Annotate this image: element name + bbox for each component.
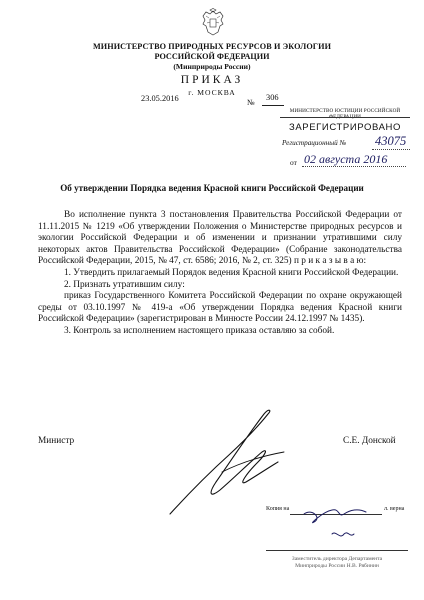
body-paragraph-item-1: 1. Утвердить прилагаемый Порядок ведения Красной книги Российской Федерации. [64,267,399,278]
copy-certifier-position: Заместитель директора Департамента [291,556,383,562]
stamp-reg-number-label: Регистрационный № [282,139,347,147]
document-title: Об утверждении Порядка ведения Красной книги Российской Федерации [60,183,364,193]
copy-signature-icon [292,504,382,550]
copy-suffix: л. верна [384,506,405,512]
document-city: г. МОСКВА [188,88,236,97]
body-paragraph-item-2: 2. Признать утратившим силу: [64,279,185,290]
document-body [38,210,402,338]
copy-certification-stamp [262,496,412,592]
document-number-label: № [247,98,255,107]
document-type: ПРИКАЗ [180,74,244,86]
signatory-position: Министр [38,436,75,446]
stamp-date-label: от [290,158,297,167]
document-number: 306 [266,93,279,102]
stamp-divider [280,117,410,118]
body-paragraph-item-3: 3. Контроль за исполнением настоящего приказа оставляю за собой. [64,325,335,336]
coat-of-arms-icon [200,8,226,38]
document-date: 23.05.2016 [141,94,179,103]
registration-stamp [280,108,410,174]
copy-signature-line [266,550,408,551]
ministry-name-line1: МИНИСТЕРСТВО ПРИРОДНЫХ РЕСУРСОВ И ЭКОЛОГИИ [92,42,332,51]
stamp-status: ЗАРЕГИСТРИРОВАНО [289,122,401,133]
signatory-name: С.Е. Донской [343,436,396,446]
body-paragraph-item-2-detail: приказ Государственного Комитета Российской Федерации по охране окружающей среды от 03.10.1997 № 419-а «Об утверждении Порядка ведения Красной книги Российской Федерации» (зарегистрирован в Минюсте России 24.12.1997 № 1435). [38,291,402,325]
body-paragraph-preamble: Во исполнение пункта 3 постановления Правительства Российской Федерации от 11.11.2015 № 1219 «Об утверждении Положения о Министерстве природных ресурсов и экологии Российской Федерации и об изменении и признании утратившими силу некоторых актов Правительства Российской Федерации» (Собрание законодательства Российской Федерации, 2015, № 47, ст. 6586; 2016, № 2, ст. 325) п р и к а з ы в а ю: [38,210,402,267]
stamp-reg-number: 43075 [375,134,407,148]
stamp-organization: МИНИСТЕРСТВО ЮСТИЦИИ РОССИЙСКОЙ ФЕДЕРАЦИИ [289,108,401,120]
ministry-name-line2: РОССИЙСКОЙ ФЕДЕРАЦИИ [154,52,270,61]
ministry-short-name: (Минприроды России) [173,62,251,71]
number-underline [262,105,284,106]
stamp-date-handwritten: 02 августа 2016 [304,152,388,166]
stamp-number-line [372,149,410,150]
copy-certifier-name: Минприроды России Н.В. Рябинин [295,563,379,569]
copy-label: Копия на [266,506,290,512]
